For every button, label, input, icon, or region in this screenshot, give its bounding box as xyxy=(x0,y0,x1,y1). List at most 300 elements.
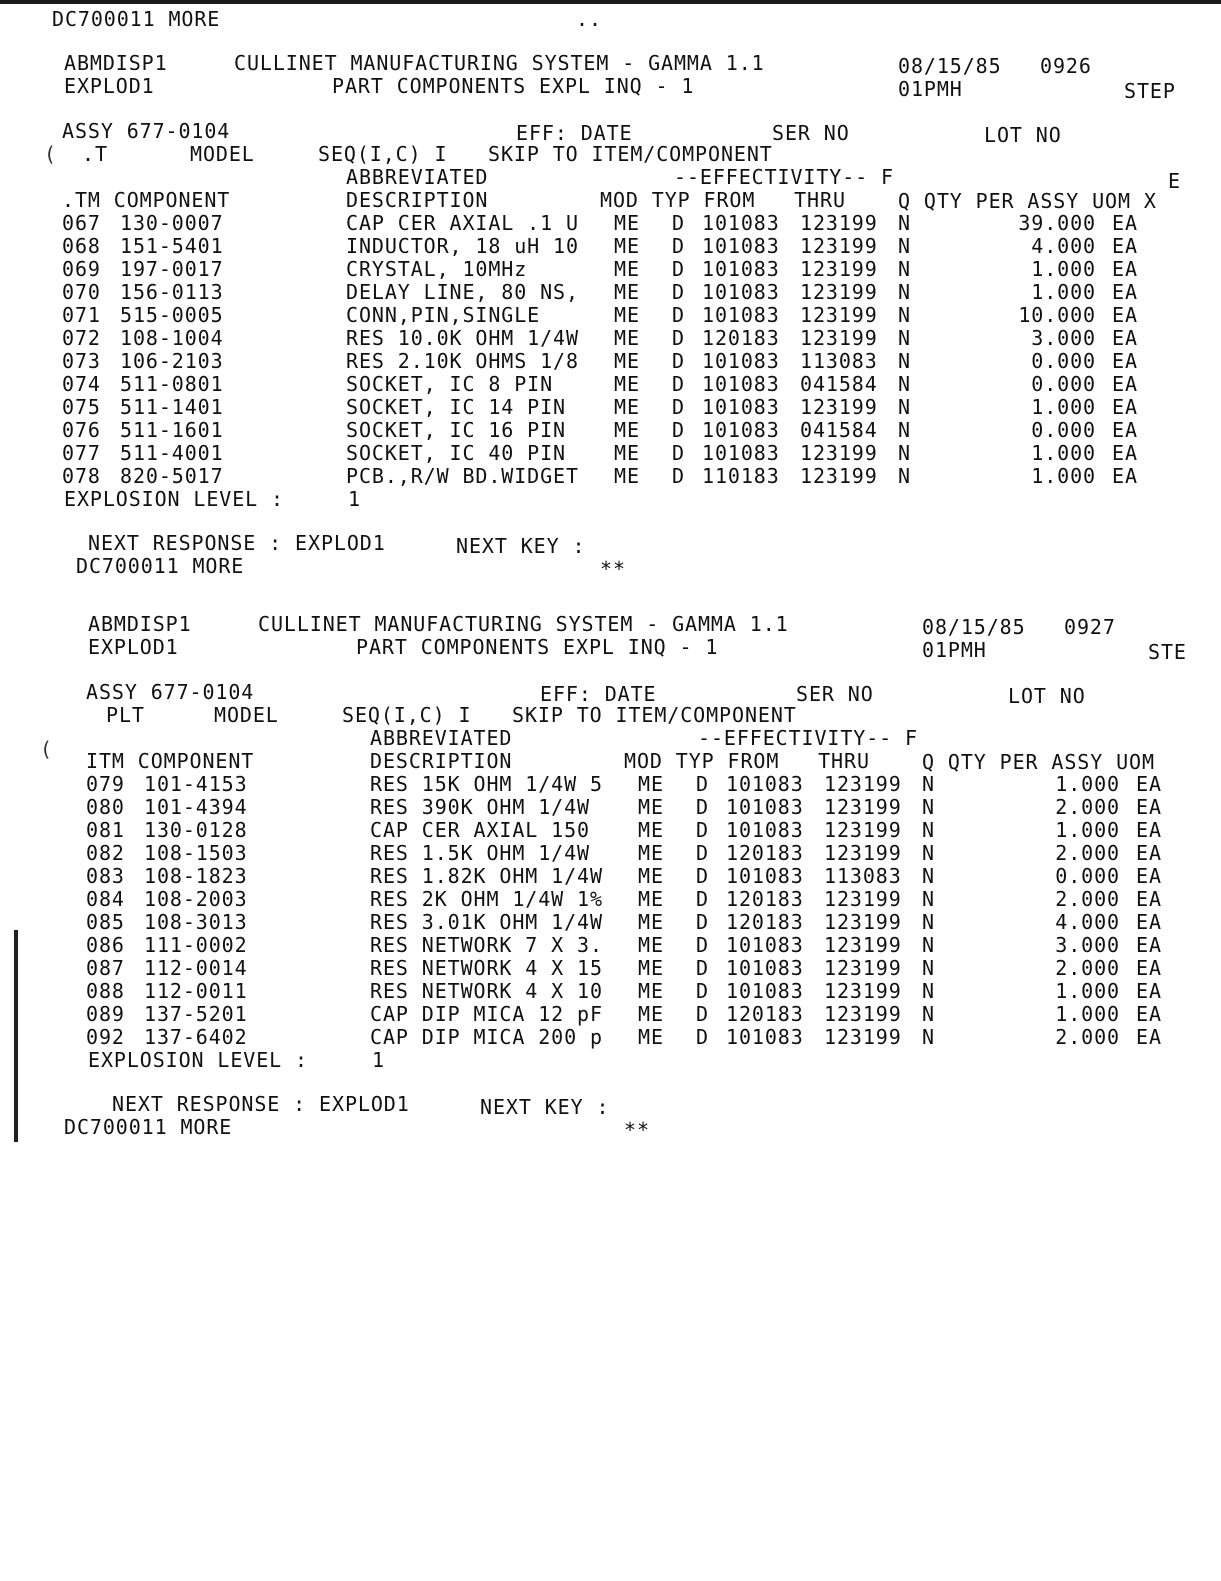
screen-time: 0927 xyxy=(1064,615,1116,639)
row-typ: D xyxy=(672,441,685,465)
row-from-date: 101083 xyxy=(726,956,804,980)
row-uom: EA xyxy=(1136,864,1162,888)
row-item-number: 067 xyxy=(62,211,101,235)
row-typ: D xyxy=(696,864,709,888)
row-typ: D xyxy=(672,349,685,373)
row-mod: ME xyxy=(614,280,640,304)
row-item-number: 080 xyxy=(86,795,125,819)
row-thru-date: 041584 xyxy=(800,372,878,396)
row-component: 106-2103 xyxy=(120,349,224,373)
screen-date: 08/15/85 xyxy=(922,615,1026,639)
row-description: DELAY LINE, 80 NS, xyxy=(346,280,579,304)
screen-id: EXPLOD1 xyxy=(64,74,155,98)
explosion-level-label: EXPLOSION LEVEL : xyxy=(88,1048,308,1072)
row-mod: ME xyxy=(614,418,640,442)
model-label: MODEL xyxy=(190,142,255,166)
row-component: 515-0005 xyxy=(120,303,224,327)
row-thru-date: 123199 xyxy=(824,933,902,957)
row-typ: D xyxy=(696,772,709,796)
row-description: PCB.,R/W BD.WIDGET xyxy=(346,464,579,488)
row-typ: D xyxy=(696,818,709,842)
row-typ: D xyxy=(672,464,685,488)
row-q: N xyxy=(922,1002,935,1026)
row-thru-date: 123199 xyxy=(800,257,878,281)
top-status-mark: .. xyxy=(576,7,602,31)
row-thru-date: 123199 xyxy=(824,1002,902,1026)
row-component: 130-0007 xyxy=(120,211,224,235)
row-from-date: 101083 xyxy=(726,1025,804,1049)
row-item-number: 073 xyxy=(62,349,101,373)
row-thru-date: 123199 xyxy=(824,956,902,980)
row-qty: 0.000 xyxy=(1031,372,1096,396)
row-description: SOCKET, IC 14 PIN xyxy=(346,395,566,419)
seq-label: SEQ(I,C) I xyxy=(318,142,448,166)
row-qty: 1.000 xyxy=(1055,979,1120,1003)
paren-mark: ( xyxy=(44,142,57,166)
row-mod: ME xyxy=(614,211,640,235)
next-key-label: NEXT KEY : xyxy=(456,534,586,558)
system-title: CULLINET MANUFACTURING SYSTEM - GAMMA 1.1 xyxy=(234,51,765,75)
row-thru-date: 123199 xyxy=(800,326,878,350)
row-mod: ME xyxy=(614,395,640,419)
row-q: N xyxy=(898,418,911,442)
row-thru-date: 113083 xyxy=(824,864,902,888)
user-code: 01PMH xyxy=(898,77,963,101)
row-thru-date: 123199 xyxy=(824,979,902,1003)
row-item-number: 082 xyxy=(86,841,125,865)
row-thru-date: 123199 xyxy=(824,1025,902,1049)
row-thru-date: 123199 xyxy=(824,795,902,819)
row-qty: 1.000 xyxy=(1055,1002,1120,1026)
row-thru-date: 123199 xyxy=(824,910,902,934)
row-q: N xyxy=(898,441,911,465)
row-item-number: 077 xyxy=(62,441,101,465)
row-description: RES 390K OHM 1/4W xyxy=(370,795,590,819)
row-typ: D xyxy=(672,211,685,235)
row-thru-date: 123199 xyxy=(800,234,878,258)
row-qty: 3.000 xyxy=(1031,326,1096,350)
row-qty: 1.000 xyxy=(1031,280,1096,304)
row-q: N xyxy=(898,303,911,327)
row-qty: 1.000 xyxy=(1031,395,1096,419)
row-item-number: 084 xyxy=(86,887,125,911)
row-from-date: 120183 xyxy=(726,910,804,934)
row-qty: 2.000 xyxy=(1055,887,1120,911)
row-qty: 4.000 xyxy=(1031,234,1096,258)
row-mod: ME xyxy=(614,441,640,465)
assy-number: ASSY 677-0104 xyxy=(86,680,255,704)
row-description: INDUCTOR, 18 uH 10 xyxy=(346,234,579,258)
row-from-date: 101083 xyxy=(726,795,804,819)
row-from-date: 101083 xyxy=(702,211,780,235)
row-from-date: 120183 xyxy=(726,841,804,865)
row-uom: EA xyxy=(1112,372,1138,396)
plt-label: PLT xyxy=(106,703,145,727)
row-qty: 0.000 xyxy=(1031,349,1096,373)
row-q: N xyxy=(922,910,935,934)
row-uom: EA xyxy=(1112,441,1138,465)
row-component: 108-3013 xyxy=(144,910,248,934)
row-item-number: 072 xyxy=(62,326,101,350)
row-uom: EA xyxy=(1112,395,1138,419)
row-uom: EA xyxy=(1136,1002,1162,1026)
row-uom: EA xyxy=(1112,211,1138,235)
row-uom: EA xyxy=(1112,326,1138,350)
program-id: ABMDISP1 xyxy=(64,51,168,75)
abbreviated-label: ABBREVIATED xyxy=(346,165,489,189)
row-qty: 2.000 xyxy=(1055,956,1120,980)
eff-date-label: EFF: DATE xyxy=(540,682,657,706)
eff-date-label: EFF: DATE xyxy=(516,121,633,145)
row-q: N xyxy=(898,257,911,281)
row-item-number: 079 xyxy=(86,772,125,796)
row-description: CAP CER AXIAL .1 U xyxy=(346,211,579,235)
row-typ: D xyxy=(696,956,709,980)
row-qty: 2.000 xyxy=(1055,1025,1120,1049)
row-item-number: 068 xyxy=(62,234,101,258)
row-qty: 10.000 xyxy=(1018,303,1096,327)
row-from-date: 101083 xyxy=(702,372,780,396)
row-component: 111-0002 xyxy=(144,933,248,957)
col-description: DESCRIPTION xyxy=(346,188,489,212)
row-component: 156-0113 xyxy=(120,280,224,304)
row-item-number: 081 xyxy=(86,818,125,842)
row-typ: D xyxy=(696,841,709,865)
col-description: DESCRIPTION xyxy=(370,749,513,773)
program-id: ABMDISP1 xyxy=(88,612,192,636)
row-q: N xyxy=(922,887,935,911)
model-label: MODEL xyxy=(214,703,279,727)
plt-label: .T xyxy=(82,142,108,166)
row-from-date: 101083 xyxy=(726,772,804,796)
row-typ: D xyxy=(672,326,685,350)
row-qty: 39.000 xyxy=(1018,211,1096,235)
effectivity-label: --EFFECTIVITY-- F xyxy=(698,726,918,750)
row-description: RES NETWORK 4 X 15 xyxy=(370,956,603,980)
row-component: 130-0128 xyxy=(144,818,248,842)
row-typ: D xyxy=(672,418,685,442)
row-mod: ME xyxy=(638,910,664,934)
row-description: CAP CER AXIAL 150 xyxy=(370,818,590,842)
row-description: RES 2K OHM 1/4W 1% xyxy=(370,887,603,911)
row-item-number: 076 xyxy=(62,418,101,442)
row-from-date: 120183 xyxy=(726,887,804,911)
col-itm-component: ITM COMPONENT xyxy=(86,749,255,773)
row-item-number: 083 xyxy=(86,864,125,888)
ser-no-label: SER NO xyxy=(796,682,874,706)
row-component: 511-1601 xyxy=(120,418,224,442)
row-description: SOCKET, IC 16 PIN xyxy=(346,418,566,442)
row-thru-date: 123199 xyxy=(824,887,902,911)
row-item-number: 070 xyxy=(62,280,101,304)
user-code: 01PMH xyxy=(922,638,987,662)
row-description: RES 3.01K OHM 1/4W xyxy=(370,910,603,934)
row-item-number: 086 xyxy=(86,933,125,957)
row-component: 151-5401 xyxy=(120,234,224,258)
row-component: 820-5017 xyxy=(120,464,224,488)
row-thru-date: 123199 xyxy=(800,211,878,235)
row-q: N xyxy=(922,956,935,980)
row-qty: 0.000 xyxy=(1055,864,1120,888)
row-typ: D xyxy=(672,257,685,281)
row-component: 101-4394 xyxy=(144,795,248,819)
row-component: 197-0017 xyxy=(120,257,224,281)
row-qty: 0.000 xyxy=(1031,418,1096,442)
row-typ: D xyxy=(672,234,685,258)
explosion-level-label: EXPLOSION LEVEL : xyxy=(64,487,284,511)
row-mod: ME xyxy=(638,841,664,865)
row-typ: D xyxy=(672,395,685,419)
row-component: 108-1503 xyxy=(144,841,248,865)
next-response: NEXT RESPONSE : EXPLOD1 xyxy=(112,1092,410,1116)
row-uom: EA xyxy=(1112,303,1138,327)
row-q: N xyxy=(922,841,935,865)
row-component: 108-2003 xyxy=(144,887,248,911)
inquiry-title: PART COMPONENTS EXPL INQ - 1 xyxy=(332,74,695,98)
row-item-number: 071 xyxy=(62,303,101,327)
row-description: RES 15K OHM 1/4W 5 xyxy=(370,772,603,796)
row-uom: EA xyxy=(1112,280,1138,304)
row-qty: 1.000 xyxy=(1031,441,1096,465)
row-component: 511-0801 xyxy=(120,372,224,396)
row-item-number: 087 xyxy=(86,956,125,980)
row-item-number: 088 xyxy=(86,979,125,1003)
binding-edge-mark xyxy=(14,930,18,1142)
lot-no-label: LOT NO xyxy=(1008,684,1086,708)
row-item-number: 069 xyxy=(62,257,101,281)
row-from-date: 101083 xyxy=(726,979,804,1003)
row-qty: 2.000 xyxy=(1055,841,1120,865)
row-q: N xyxy=(898,395,911,419)
row-mod: ME xyxy=(614,234,640,258)
row-description: RES NETWORK 4 X 10 xyxy=(370,979,603,1003)
screen-time: 0926 xyxy=(1040,54,1092,78)
row-mod: ME xyxy=(614,464,640,488)
row-from-date: 110183 xyxy=(702,464,780,488)
next-key-label: NEXT KEY : xyxy=(480,1095,610,1119)
row-item-number: 092 xyxy=(86,1025,125,1049)
screen-date: 08/15/85 xyxy=(898,54,1002,78)
row-mod: ME xyxy=(638,1025,664,1049)
row-from-date: 101083 xyxy=(702,280,780,304)
row-thru-date: 041584 xyxy=(800,418,878,442)
row-uom: EA xyxy=(1112,349,1138,373)
row-typ: D xyxy=(696,1002,709,1026)
row-q: N xyxy=(922,933,935,957)
row-qty: 4.000 xyxy=(1055,910,1120,934)
row-description: CRYSTAL, 10MHz xyxy=(346,257,528,281)
col-q-qty-uom: Q QTY PER ASSY UOM xyxy=(922,750,1155,774)
row-component: 511-1401 xyxy=(120,395,224,419)
row-qty: 2.000 xyxy=(1055,795,1120,819)
extra-col-label: E xyxy=(1168,169,1181,193)
row-description: RES NETWORK 7 X 3. xyxy=(370,933,603,957)
row-mod: ME xyxy=(638,864,664,888)
abbreviated-label: ABBREVIATED xyxy=(370,726,513,750)
explosion-level-value: 1 xyxy=(372,1048,385,1072)
row-typ: D xyxy=(672,280,685,304)
effectivity-label: --EFFECTIVITY-- F xyxy=(674,165,894,189)
row-description: CAP DIP MICA 200 p xyxy=(370,1025,603,1049)
ser-no-label: SER NO xyxy=(772,121,850,145)
screen-id: EXPLOD1 xyxy=(88,635,179,659)
row-item-number: 089 xyxy=(86,1002,125,1026)
row-thru-date: 123199 xyxy=(800,303,878,327)
row-thru-date: 113083 xyxy=(800,349,878,373)
row-uom: EA xyxy=(1136,795,1162,819)
row-typ: D xyxy=(696,887,709,911)
row-qty: 3.000 xyxy=(1055,933,1120,957)
row-from-date: 120183 xyxy=(702,326,780,350)
row-q: N xyxy=(922,818,935,842)
row-typ: D xyxy=(696,1025,709,1049)
row-mod: ME xyxy=(614,326,640,350)
row-uom: EA xyxy=(1112,234,1138,258)
row-from-date: 120183 xyxy=(726,1002,804,1026)
row-uom: EA xyxy=(1112,464,1138,488)
row-qty: 1.000 xyxy=(1031,464,1096,488)
row-thru-date: 123199 xyxy=(800,441,878,465)
row-mod: ME xyxy=(638,818,664,842)
row-uom: EA xyxy=(1136,933,1162,957)
inquiry-title: PART COMPONENTS EXPL INQ - 1 xyxy=(356,635,719,659)
status-line: DC700011 MORE xyxy=(76,554,245,578)
col-mod-typ-from-thru: MOD TYP FROM THRU xyxy=(624,749,870,773)
row-from-date: 101083 xyxy=(702,395,780,419)
row-q: N xyxy=(922,1025,935,1049)
row-qty: 1.000 xyxy=(1055,818,1120,842)
row-q: N xyxy=(898,326,911,350)
row-from-date: 101083 xyxy=(702,257,780,281)
row-thru-date: 123199 xyxy=(800,280,878,304)
row-typ: D xyxy=(696,910,709,934)
row-item-number: 074 xyxy=(62,372,101,396)
skip-to-label: SKIP TO ITEM/COMPONENT xyxy=(512,703,797,727)
row-thru-date: 123199 xyxy=(824,841,902,865)
row-uom: EA xyxy=(1136,841,1162,865)
row-component: 137-5201 xyxy=(144,1002,248,1026)
row-typ: D xyxy=(696,795,709,819)
row-component: 112-0014 xyxy=(144,956,248,980)
skip-to-label: SKIP TO ITEM/COMPONENT xyxy=(488,142,773,166)
row-uom: EA xyxy=(1136,887,1162,911)
row-description: RES 10.0K OHM 1/4W xyxy=(346,326,579,350)
row-q: N xyxy=(922,772,935,796)
row-uom: EA xyxy=(1136,979,1162,1003)
row-qty: 1.000 xyxy=(1031,257,1096,281)
row-thru-date: 123199 xyxy=(800,464,878,488)
row-mod: ME xyxy=(614,257,640,281)
row-uom: EA xyxy=(1136,772,1162,796)
row-from-date: 101083 xyxy=(702,234,780,258)
row-mod: ME xyxy=(638,795,664,819)
row-q: N xyxy=(898,234,911,258)
status-mark: ** xyxy=(624,1118,650,1142)
row-q: N xyxy=(922,979,935,1003)
row-mod: ME xyxy=(638,772,664,796)
row-mod: ME xyxy=(638,956,664,980)
row-q: N xyxy=(922,864,935,888)
row-component: 511-4001 xyxy=(120,441,224,465)
row-uom: EA xyxy=(1136,1025,1162,1049)
assy-number: ASSY 677-0104 xyxy=(62,119,231,143)
row-item-number: 075 xyxy=(62,395,101,419)
status-line: DC700011 MORE xyxy=(64,1115,233,1139)
system-title: CULLINET MANUFACTURING SYSTEM - GAMMA 1.1 xyxy=(258,612,789,636)
row-mod: ME xyxy=(638,887,664,911)
row-from-date: 101083 xyxy=(702,303,780,327)
row-component: 112-0011 xyxy=(144,979,248,1003)
paren-mark: ( xyxy=(40,737,53,761)
row-from-date: 101083 xyxy=(726,818,804,842)
row-from-date: 101083 xyxy=(726,864,804,888)
row-description: SOCKET, IC 8 PIN xyxy=(346,372,554,396)
row-description: RES 2.10K OHMS 1/8 xyxy=(346,349,579,373)
row-uom: EA xyxy=(1136,910,1162,934)
row-from-date: 101083 xyxy=(726,933,804,957)
row-q: N xyxy=(922,795,935,819)
row-description: SOCKET, IC 40 PIN xyxy=(346,441,566,465)
row-mod: ME xyxy=(614,372,640,396)
row-typ: D xyxy=(696,933,709,957)
lot-no-label: LOT NO xyxy=(984,123,1062,147)
row-component: 108-1004 xyxy=(120,326,224,350)
row-description: RES 1.82K OHM 1/4W xyxy=(370,864,603,888)
row-mod: ME xyxy=(638,933,664,957)
col-mod-typ-from-thru: MOD TYP FROM THRU xyxy=(600,188,846,212)
row-uom: EA xyxy=(1136,818,1162,842)
next-response: NEXT RESPONSE : EXPLOD1 xyxy=(88,531,386,555)
top-status-line: DC700011 MORE xyxy=(52,7,221,31)
row-q: N xyxy=(898,211,911,235)
row-from-date: 101083 xyxy=(702,441,780,465)
row-typ: D xyxy=(672,372,685,396)
row-q: N xyxy=(898,372,911,396)
row-description: CAP DIP MICA 12 pF xyxy=(370,1002,603,1026)
row-component: 101-4153 xyxy=(144,772,248,796)
top-rule xyxy=(0,0,1221,4)
status-mark: ** xyxy=(600,557,626,581)
row-typ: D xyxy=(672,303,685,327)
row-uom: EA xyxy=(1136,956,1162,980)
seq-label: SEQ(I,C) I xyxy=(342,703,472,727)
row-thru-date: 123199 xyxy=(800,395,878,419)
col-itm-component: .TM COMPONENT xyxy=(62,188,231,212)
row-mod: ME xyxy=(614,303,640,327)
row-qty: 1.000 xyxy=(1055,772,1120,796)
row-q: N xyxy=(898,464,911,488)
row-item-number: 085 xyxy=(86,910,125,934)
row-uom: EA xyxy=(1112,418,1138,442)
row-q: N xyxy=(898,280,911,304)
row-uom: EA xyxy=(1112,257,1138,281)
row-q: N xyxy=(898,349,911,373)
row-description: CONN,PIN,SINGLE xyxy=(346,303,541,327)
row-thru-date: 123199 xyxy=(824,772,902,796)
row-mod: ME xyxy=(614,349,640,373)
row-item-number: 078 xyxy=(62,464,101,488)
row-from-date: 101083 xyxy=(702,349,780,373)
row-mod: ME xyxy=(638,979,664,1003)
row-thru-date: 123199 xyxy=(824,818,902,842)
row-from-date: 101083 xyxy=(702,418,780,442)
row-component: 137-6402 xyxy=(144,1025,248,1049)
step-label: STE xyxy=(1148,640,1187,664)
explosion-level-value: 1 xyxy=(348,487,361,511)
row-mod: ME xyxy=(638,1002,664,1026)
step-label: STEP xyxy=(1124,79,1176,103)
row-description: RES 1.5K OHM 1/4W xyxy=(370,841,590,865)
